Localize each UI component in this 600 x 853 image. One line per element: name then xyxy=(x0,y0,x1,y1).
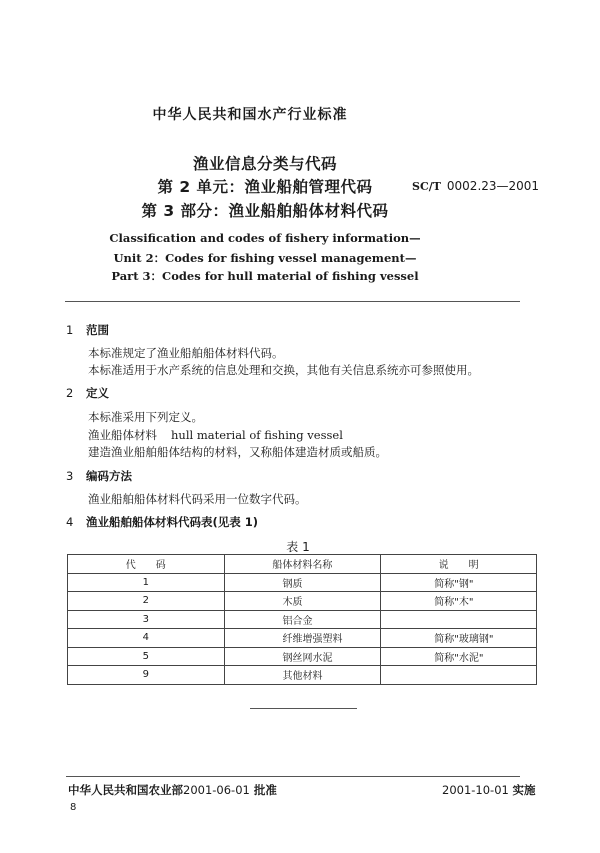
cell-code: 5 xyxy=(68,647,225,666)
section-3-para-1: 渔业船舶船体材料代码采用一位数字代码。 xyxy=(88,492,307,506)
cell-note: 简称"水泥" xyxy=(381,647,537,666)
effective-label: 实施 xyxy=(512,783,536,797)
end-of-text-rule xyxy=(250,708,357,709)
section-4-heading: 4 渔业船舶船体材料代码表(见表 1) xyxy=(66,515,259,529)
cell-material-name: 钢质 xyxy=(224,573,381,592)
approval-info xyxy=(68,782,277,798)
cell-note xyxy=(381,666,537,685)
title-en-line-3: Part 3：Codes for hull material of fishing vessel xyxy=(111,269,419,283)
section-1-para-1: 本标准规定了渔业船舶船体材料代码。 xyxy=(88,346,284,360)
cell-note: 简称"木" xyxy=(381,592,537,611)
table-row xyxy=(68,592,537,611)
standard-code-number: 0002.23—2001 xyxy=(446,179,540,193)
cell-code: 9 xyxy=(68,666,225,685)
table-row xyxy=(68,629,537,648)
title-zh-line-1: 渔业信息分类与代码 xyxy=(192,155,337,173)
section-2-heading: 2 定义 xyxy=(66,386,109,400)
cell-code: 2 xyxy=(68,592,225,611)
section-2-para-1: 本标准采用下列定义。 xyxy=(88,410,203,424)
cell-material-name: 铝合金 xyxy=(224,610,381,629)
cell-note: 简称"玻璃钢" xyxy=(381,629,537,648)
table-row xyxy=(68,647,537,666)
column-header-note: 说 明 xyxy=(381,555,537,574)
title-zh-line-2: 第 2 单元：渔业船舶管理代码 xyxy=(157,178,373,196)
definition-term xyxy=(88,427,343,443)
header-divider xyxy=(65,301,520,302)
term-en: hull material of fishing vessel xyxy=(171,428,343,442)
cell-code: 4 xyxy=(68,629,225,648)
title-zh-line-3: 第 3 部分：渔业船舶船体材料代码 xyxy=(141,202,389,220)
column-header-material-name: 船体材料名称 xyxy=(224,555,381,574)
approved-date: 2001-06-01 xyxy=(183,783,250,797)
standard-code-prefix: SC/T xyxy=(412,180,441,193)
column-header-code: 代 码 xyxy=(68,555,225,574)
issuing-category: 中华人民共和国水产行业标准 xyxy=(152,107,348,123)
cell-code: 1 xyxy=(68,573,225,592)
cell-material-name: 纤维增强塑料 xyxy=(224,629,381,648)
effective-date: 2001-10-01 xyxy=(442,783,509,797)
cell-note xyxy=(381,610,537,629)
title-en-line-1: Classification and codes of fishery information— xyxy=(109,231,421,245)
table-row xyxy=(68,573,537,592)
table-caption: 表 1 xyxy=(286,540,310,554)
approved-by: 中华人民共和国农业部 xyxy=(68,783,183,797)
effective-info xyxy=(442,782,536,798)
section-1-para-2: 本标准适用于水产系统的信息处理和交换，其他有关信息系统亦可参照使用。 xyxy=(88,363,479,377)
cell-material-name: 木质 xyxy=(224,592,381,611)
footer-divider xyxy=(66,776,520,777)
standard-code xyxy=(412,179,539,193)
table-row xyxy=(68,666,537,685)
section-2-para-2: 建造渔业船舶船体结构的材料，又称船体建造材质或船质。 xyxy=(88,445,387,459)
cell-material-name: 钢丝网水泥 xyxy=(224,647,381,666)
cell-code: 3 xyxy=(68,610,225,629)
section-3-heading: 3 编码方法 xyxy=(66,469,132,483)
table-header-row xyxy=(68,555,537,574)
term-zh: 渔业船体材料 xyxy=(88,428,157,442)
hull-material-code-table xyxy=(67,554,537,685)
table-row xyxy=(68,610,537,629)
section-1-heading: 1 范围 xyxy=(66,323,109,337)
page-number: 8 xyxy=(70,802,77,813)
title-en-line-2: Unit 2：Codes for fishing vessel management— xyxy=(113,251,417,265)
cell-material-name: 其他材料 xyxy=(224,666,381,685)
approved-label: 批准 xyxy=(253,783,277,797)
cell-note: 简称"钢" xyxy=(381,573,537,592)
